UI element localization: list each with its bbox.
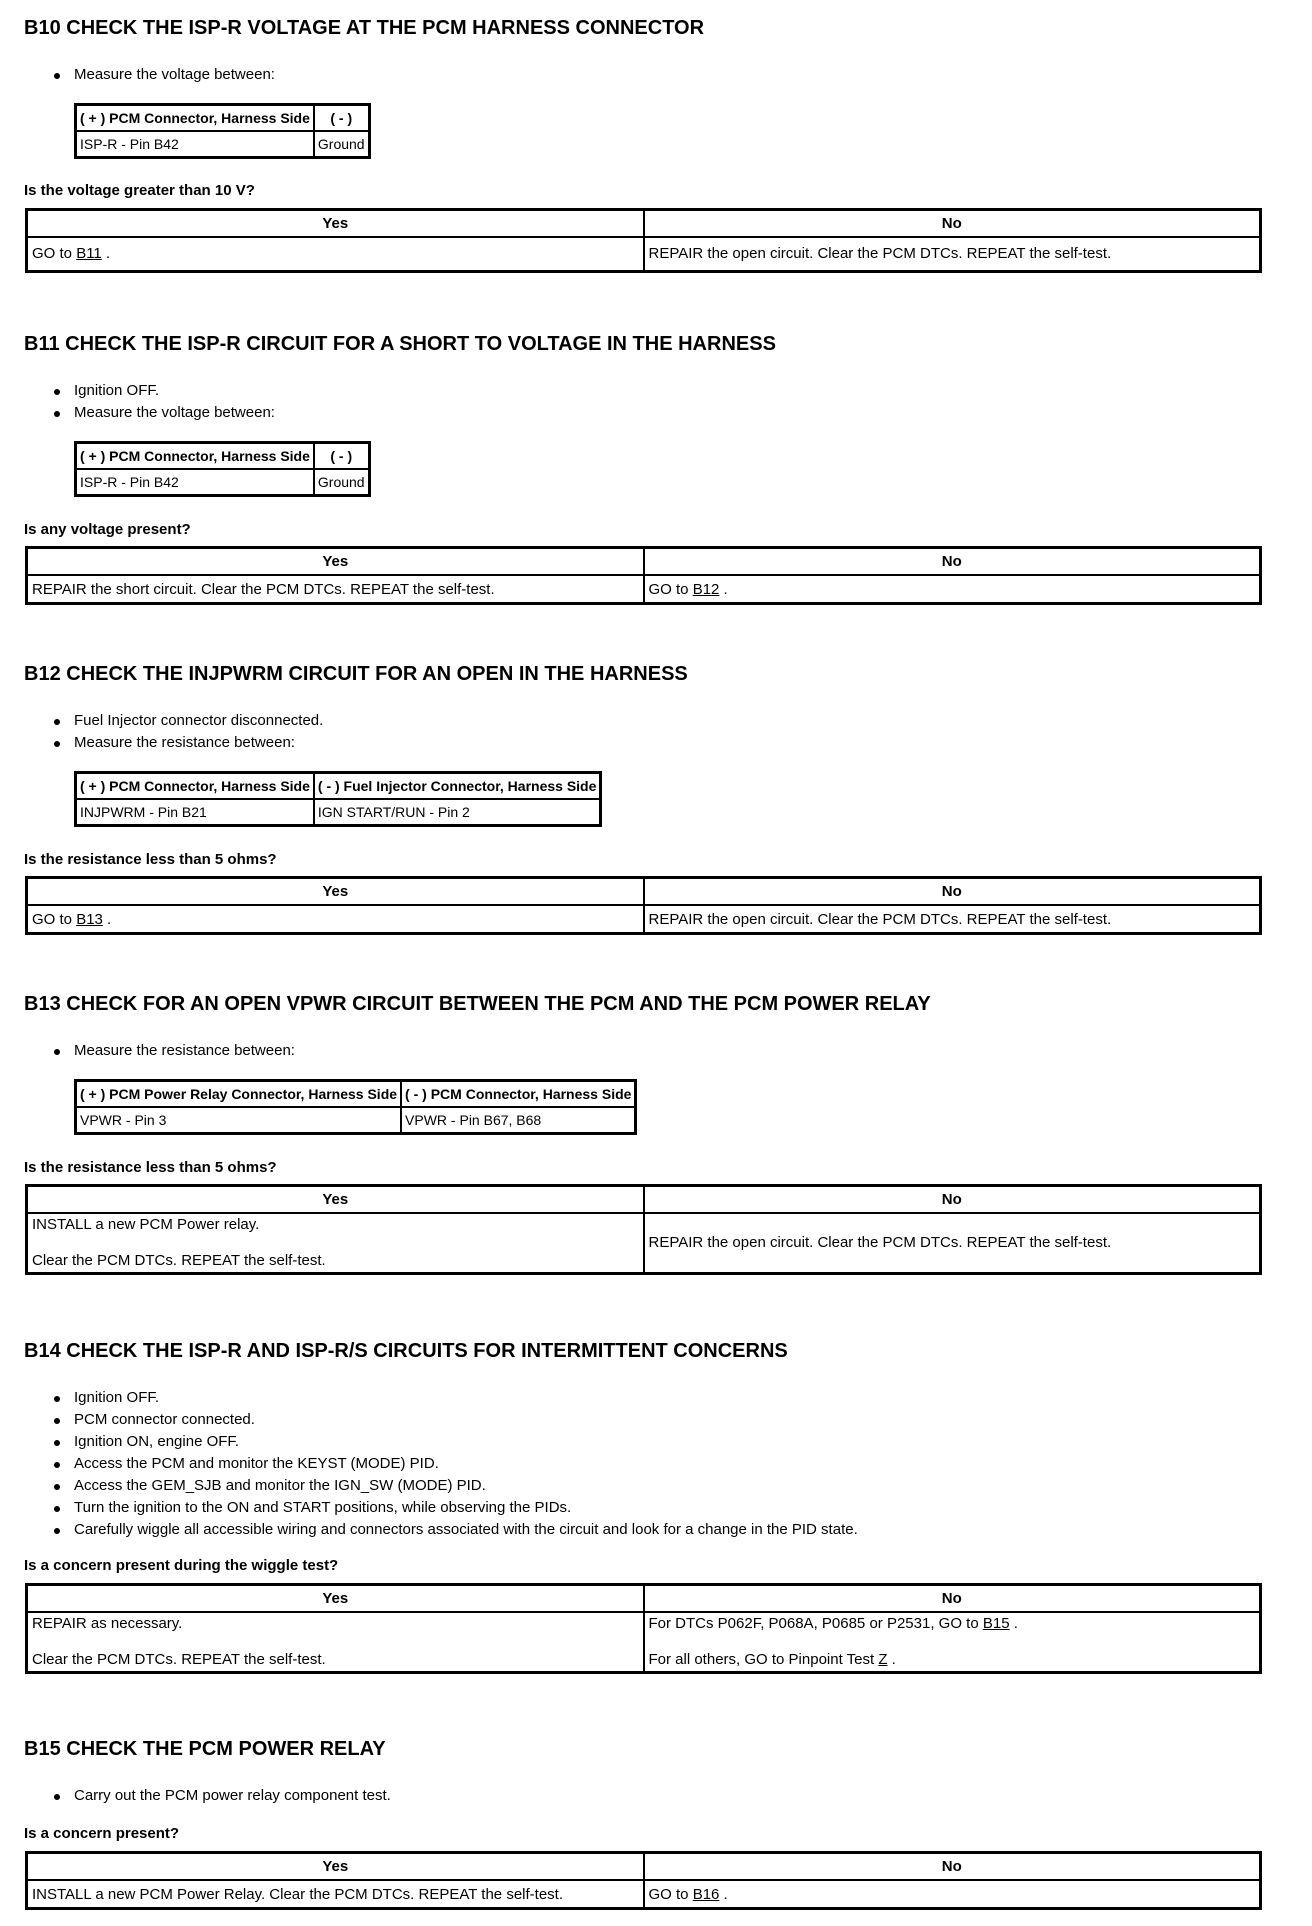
- question-text: Is the voltage greater than 10 V?: [24, 182, 255, 199]
- step-item: Ignition OFF.: [50, 1387, 858, 1409]
- measure-cell-positive: INJPWRM - Pin B21: [76, 799, 314, 826]
- no-header: No: [644, 1186, 1261, 1214]
- yes-action-line: Clear the PCM DTCs. REPEAT the self-test.: [32, 1251, 326, 1269]
- step-item: Measure the resistance between:: [50, 1040, 295, 1062]
- yes-action-line: REPAIR as necessary.: [32, 1614, 183, 1632]
- goto-b16-link[interactable]: B16: [692, 1885, 720, 1903]
- measurement-table: [74, 441, 371, 497]
- step-item: Carry out the PCM power relay component test.: [50, 1785, 391, 1807]
- step-item: Ignition OFF.: [50, 380, 275, 402]
- step-list: [50, 1387, 858, 1541]
- measure-cell-positive: VPWR - Pin 3: [76, 1107, 402, 1134]
- measure-header-positive: ( + ) PCM Connector, Harness Side: [76, 105, 314, 132]
- question-text: Is a concern present?: [24, 1825, 180, 1842]
- no-action: GO to B16 .: [644, 1880, 1261, 1909]
- yes-header: Yes: [27, 1585, 644, 1613]
- measure-header-positive: ( + ) PCM Power Relay Connector, Harness Side: [76, 1081, 402, 1108]
- goto-b13-link[interactable]: B13: [76, 910, 103, 928]
- question-text: Is a concern present during the wiggle test?: [24, 1557, 339, 1574]
- section-heading: B10 CHECK THE ISP-R VOLTAGE AT THE PCM HARNESS CONNECTOR: [24, 17, 705, 39]
- goto-pinpoint-z-link[interactable]: Z: [878, 1650, 888, 1668]
- measure-cell-negative: VPWR - Pin B67, B68: [401, 1107, 636, 1134]
- measure-header-negative: ( - ) Fuel Injector Connector, Harness Side: [314, 773, 601, 800]
- no-action-line: For DTCs P062F, P068A, P0685 or P2531, GO to B15 .: [648, 1614, 1018, 1632]
- step-list: [50, 380, 275, 424]
- yes-action: INSTALL a new PCM Power Relay. Clear the PCM DTCs. REPEAT the self-test.: [27, 1880, 644, 1909]
- measure-header-positive: ( + ) PCM Connector, Harness Side: [76, 443, 314, 470]
- measure-cell-negative: Ground: [314, 469, 369, 496]
- measure-header-negative: ( - ): [314, 105, 369, 132]
- measure-header-negative: ( - ) PCM Connector, Harness Side: [401, 1081, 636, 1108]
- measure-cell-negative: IGN START/RUN - Pin 2: [314, 799, 601, 826]
- step-item: Access the GEM_SJB and monitor the IGN_SW (MODE) PID.: [50, 1475, 858, 1497]
- measure-cell-positive: ISP-R - Pin B42: [76, 469, 314, 496]
- step-item: Measure the voltage between:: [50, 64, 275, 86]
- no-action: [644, 1612, 1261, 1672]
- no-action-line: For all others, GO to Pinpoint Test Z .: [648, 1650, 896, 1668]
- question-text: Is the resistance less than 5 ohms?: [24, 851, 277, 868]
- step-item: Ignition ON, engine OFF.: [50, 1431, 858, 1453]
- step-list: [50, 1040, 295, 1062]
- no-header: No: [644, 1853, 1261, 1881]
- measurement-table: [74, 771, 602, 827]
- yes-header: Yes: [27, 548, 644, 576]
- step-item: Measure the resistance between:: [50, 732, 323, 754]
- decision-table: [25, 1851, 1262, 1910]
- step-item: Measure the voltage between:: [50, 402, 275, 424]
- yes-action: GO to B13 .: [27, 905, 644, 934]
- measure-cell-negative: Ground: [314, 131, 369, 158]
- no-header: No: [644, 210, 1261, 238]
- measure-cell-positive: ISP-R - Pin B42: [76, 131, 314, 158]
- yes-header: Yes: [27, 210, 644, 238]
- question-text: Is the resistance less than 5 ohms?: [24, 1159, 277, 1176]
- goto-b11-link[interactable]: B11: [76, 245, 102, 263]
- no-action: GO to B12 .: [644, 575, 1261, 604]
- measurement-table: [74, 103, 371, 159]
- no-header: No: [644, 1585, 1261, 1613]
- question-text: Is any voltage present?: [24, 521, 191, 538]
- no-action: REPAIR the open circuit. Clear the PCM DTCs. REPEAT the self-test.: [644, 905, 1261, 934]
- step-list: [50, 1785, 391, 1807]
- no-action: REPAIR the open circuit. Clear the PCM DTCs. REPEAT the self-test.: [644, 1213, 1261, 1273]
- no-action: REPAIR the open circuit. Clear the PCM DTCs. REPEAT the self-test.: [644, 237, 1261, 271]
- yes-header: Yes: [27, 1186, 644, 1214]
- decision-table: [25, 1583, 1262, 1674]
- measure-header-positive: ( + ) PCM Connector, Harness Side: [76, 773, 314, 800]
- yes-action: [27, 1612, 644, 1672]
- yes-header: Yes: [27, 1853, 644, 1881]
- measure-header-negative: ( - ): [314, 443, 369, 470]
- decision-table: [25, 1184, 1262, 1275]
- step-list: [50, 710, 323, 754]
- section-heading: B13 CHECK FOR AN OPEN VPWR CIRCUIT BETWEEN THE PCM AND THE PCM POWER RELAY: [24, 993, 931, 1015]
- yes-action: GO to B11 .: [27, 237, 644, 271]
- step-item: Carefully wiggle all accessible wiring and connectors associated with the circuit and look for a change in the PID state.: [50, 1519, 858, 1541]
- section-heading: B11 CHECK THE ISP-R CIRCUIT FOR A SHORT TO VOLTAGE IN THE HARNESS: [24, 333, 776, 355]
- decision-table: [25, 546, 1262, 605]
- goto-b15-link[interactable]: B15: [982, 1614, 1010, 1632]
- step-item: Fuel Injector connector disconnected.: [50, 710, 323, 732]
- yes-action: [27, 1213, 644, 1273]
- section-heading: B14 CHECK THE ISP-R AND ISP-R/S CIRCUITS FOR INTERMITTENT CONCERNS: [24, 1340, 788, 1362]
- yes-action-line: INSTALL a new PCM Power relay.: [32, 1215, 260, 1233]
- section-heading: B15 CHECK THE PCM POWER RELAY: [24, 1738, 386, 1760]
- yes-action: REPAIR the short circuit. Clear the PCM DTCs. REPEAT the self-test.: [27, 575, 644, 604]
- no-header: No: [644, 548, 1261, 576]
- decision-table: [25, 208, 1262, 273]
- step-item: Access the PCM and monitor the KEYST (MODE) PID.: [50, 1453, 858, 1475]
- yes-header: Yes: [27, 878, 644, 906]
- measurement-table: [74, 1079, 637, 1135]
- no-header: No: [644, 878, 1261, 906]
- step-list: [50, 64, 275, 86]
- step-item: Turn the ignition to the ON and START positions, while observing the PIDs.: [50, 1497, 858, 1519]
- goto-b12-link[interactable]: B12: [692, 580, 720, 598]
- yes-action-line: Clear the PCM DTCs. REPEAT the self-test.: [32, 1650, 326, 1668]
- section-heading: B12 CHECK THE INJPWRM CIRCUIT FOR AN OPEN IN THE HARNESS: [24, 663, 688, 685]
- decision-table: [25, 876, 1262, 935]
- step-item: PCM connector connected.: [50, 1409, 858, 1431]
